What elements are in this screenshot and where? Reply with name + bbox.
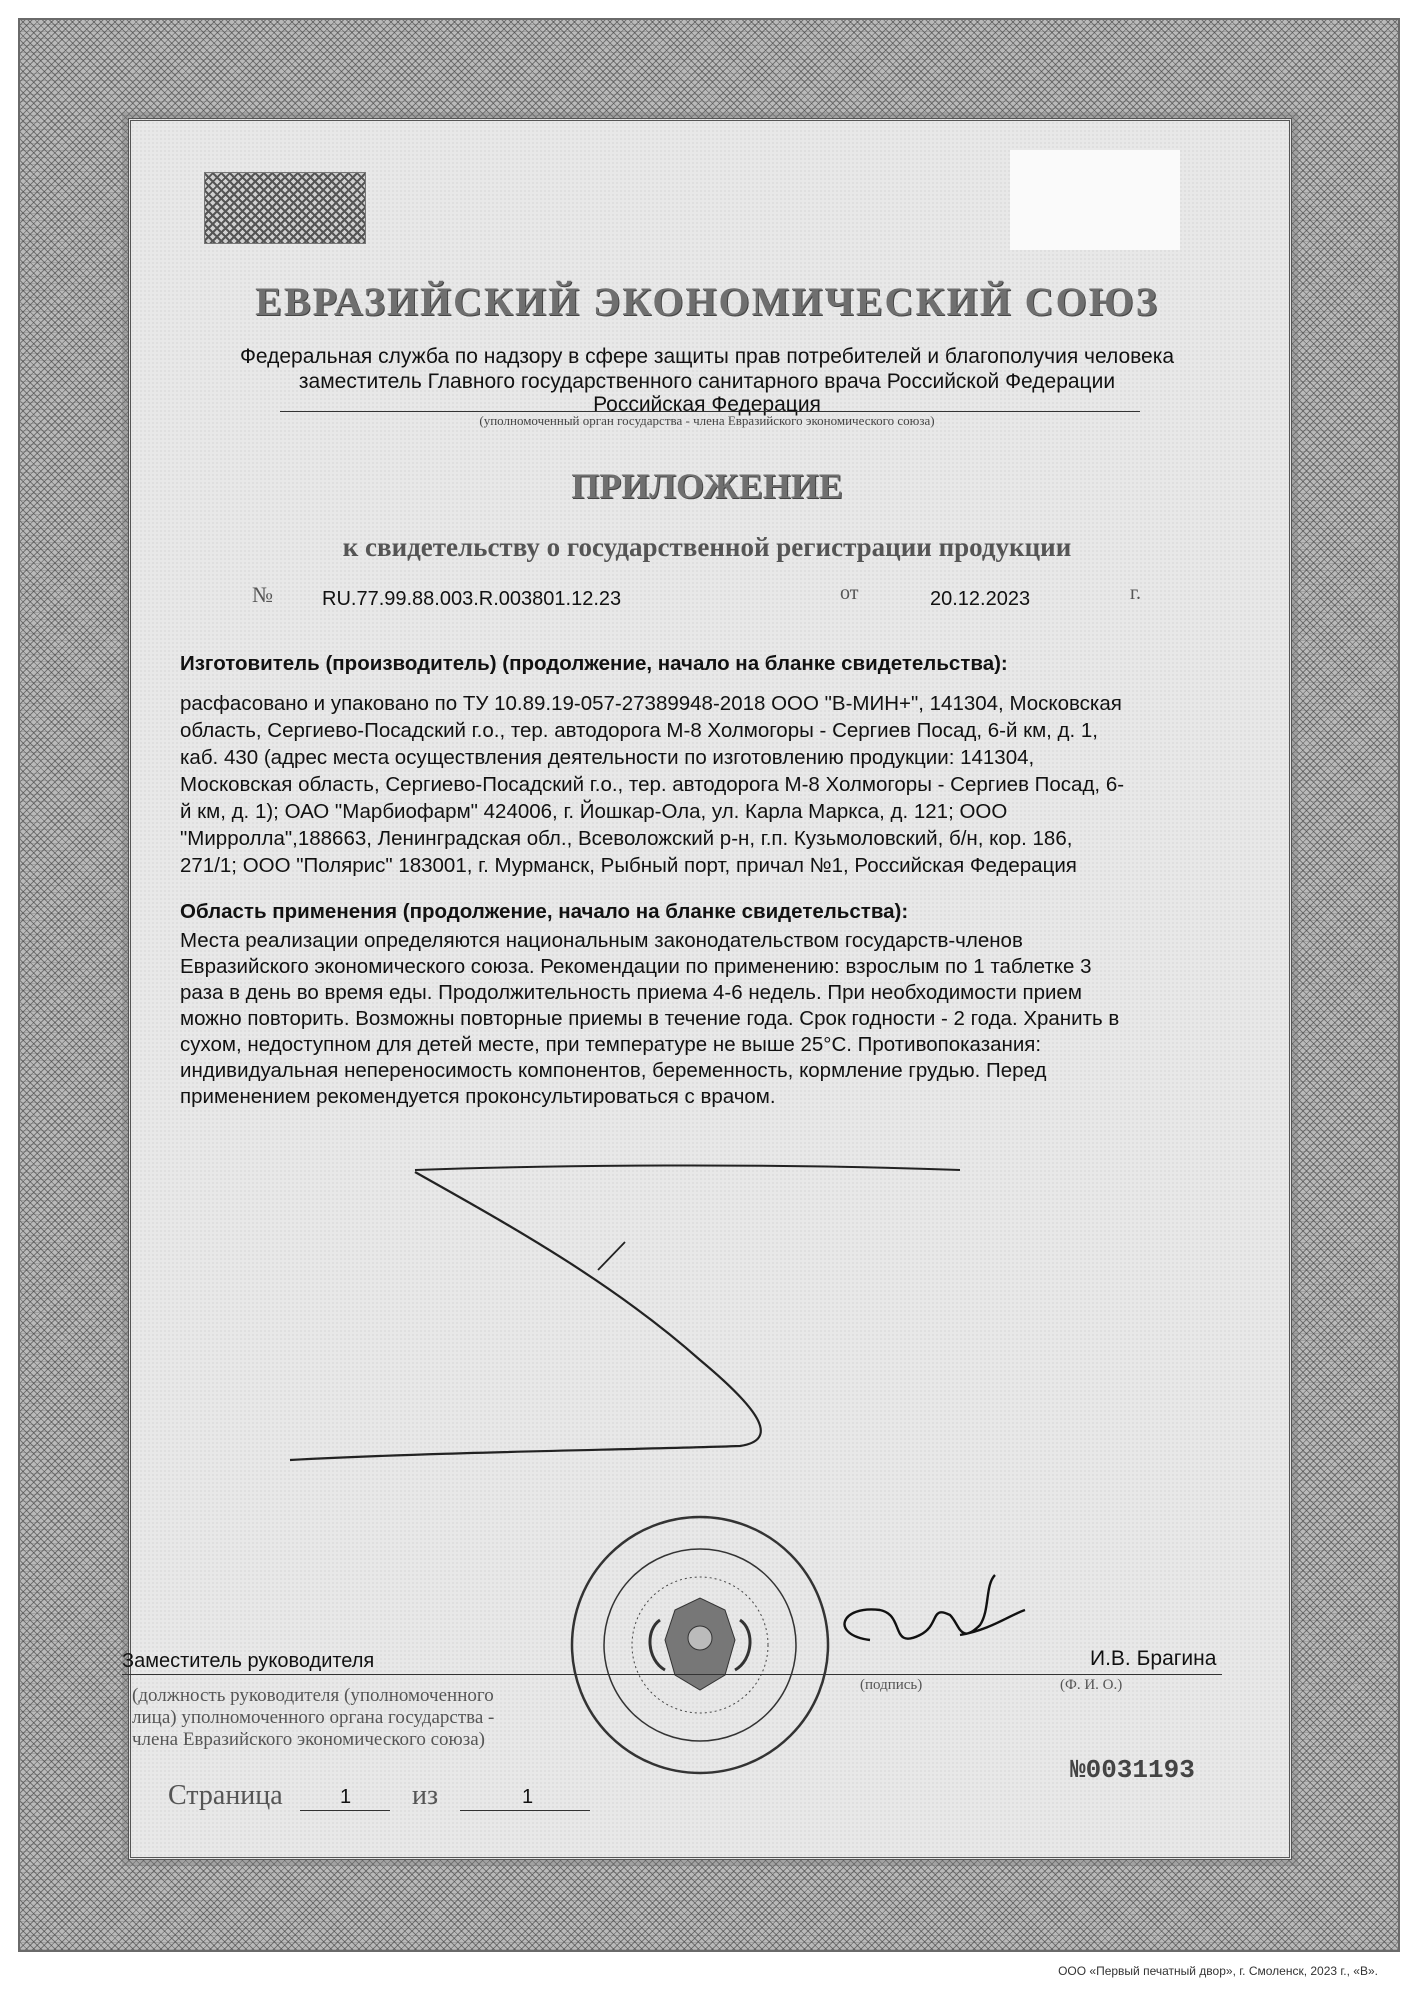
handwritten-signature [810,1565,1070,1675]
agency-line-1: Федеральная служба по надзору в сфере защиты прав потребителей и благополучия человека [239,345,1175,368]
page-current-underline [300,1810,390,1811]
manufacturer-heading: Изготовитель (производитель) (продолжение, начало на бланке свидетельства): [180,652,1008,675]
scope-text: Места реализации определяются национальным законодательством государств-членов Евразийского экономического союза. Рекомендации по применению: взрослым по 1 таблетке 3 раза в день во время еды. Продолжительность приема 4-6 недель. При необходимости прием можно повторить. Возможны повторные приемы в течение года. Срок годности - 2 года. Хранить в сухом, недоступном для детей месте, при температуре не выше 25°С. Противопоказания: индивидуальная непереносимость компонентов, беременность, кормление грудью. Перед применением рекомендуется проконсультироваться с врачом. [180,929,1120,1108]
agency-line-3: Российская Федерация [593,393,821,416]
authority-caption: (уполномоченный орган государства - члена Евразийского экономического союза) [479,413,935,428]
page-label: Страница [168,1780,283,1811]
signatory-position: Заместитель руководителя [122,1650,375,1672]
page-total: 1 [522,1786,534,1808]
page-total-underline [460,1810,590,1811]
union-title: ЕВРАЗИЙСКИЙ ЭКОНОМИЧЕСКИЙ СОЮЗ [255,279,1159,324]
number-label: № [252,582,273,607]
date-label: от [840,582,859,604]
appendix-subtitle: к свидетельству о государственной регистрации продукции [342,532,1072,562]
registration-date: 20.12.2023 [930,588,1031,610]
position-caption: (должность руководителя (уполномоченного лица) уполномоченного органа государства - члена Евразийского экономического союза) [132,1685,495,1750]
appendix-title: ПРИЛОЖЕНИЕ [571,466,843,506]
registration-number: RU.77.99.88.003.R.003801.12.23 [322,588,622,610]
agency-line-2: заместитель Главного государственного санитарного врача Российской Федерации [298,370,1116,393]
signature-caption: (подпись) [860,1677,923,1693]
serial-number: №0031193 [1070,1755,1195,1785]
scope-heading: Область применения (продолжение, начало на бланке свидетельства): [180,900,909,923]
page-current: 1 [340,1786,352,1808]
certificate-appendix-page [122,130,1274,1842]
page-of-label: из [412,1780,439,1811]
printer-imprint: ООО «Первый печатный двор», г. Смоленск, 2023 г., «В». [1058,1964,1378,1978]
year-suffix: г. [1130,582,1141,604]
name-caption: (Ф. И. О.) [1060,1677,1123,1693]
signature-line [122,1674,1222,1675]
signatory-name: И.В. Брагина [1090,1647,1217,1670]
manufacturer-text: расфасовано и упаковано по ТУ 10.89.19-057-27389948-2018 ООО "В-МИН+", 141304, Московская область, Сергиево-Посадский г.о., тер. автодорога М-8 Холмогоры - Сергиев Посад, 6-й км, д. 1, каб. 430 (адрес места осуществления деятельности по изготовлению продукции: 141304, Московская область, Сергиево-Посадский г.о., тер. автодорога М-8 Холмогоры - Сергиев Посад, 6- й км, д. 1); ОАО "Марбиофарм" 424006, г. Йошкар-Ола, ул. Карла Маркса, д. 121; ООО "Мирролла",188663, Ленинградская обл., Всеволожский р-н, г.п. Кузьмоловский, б/н, кор. 186, 271/1; ООО "Полярис" 183001, г. Мурманск, Рыбный порт, причал №1, Российская Федерация [180,692,1125,877]
